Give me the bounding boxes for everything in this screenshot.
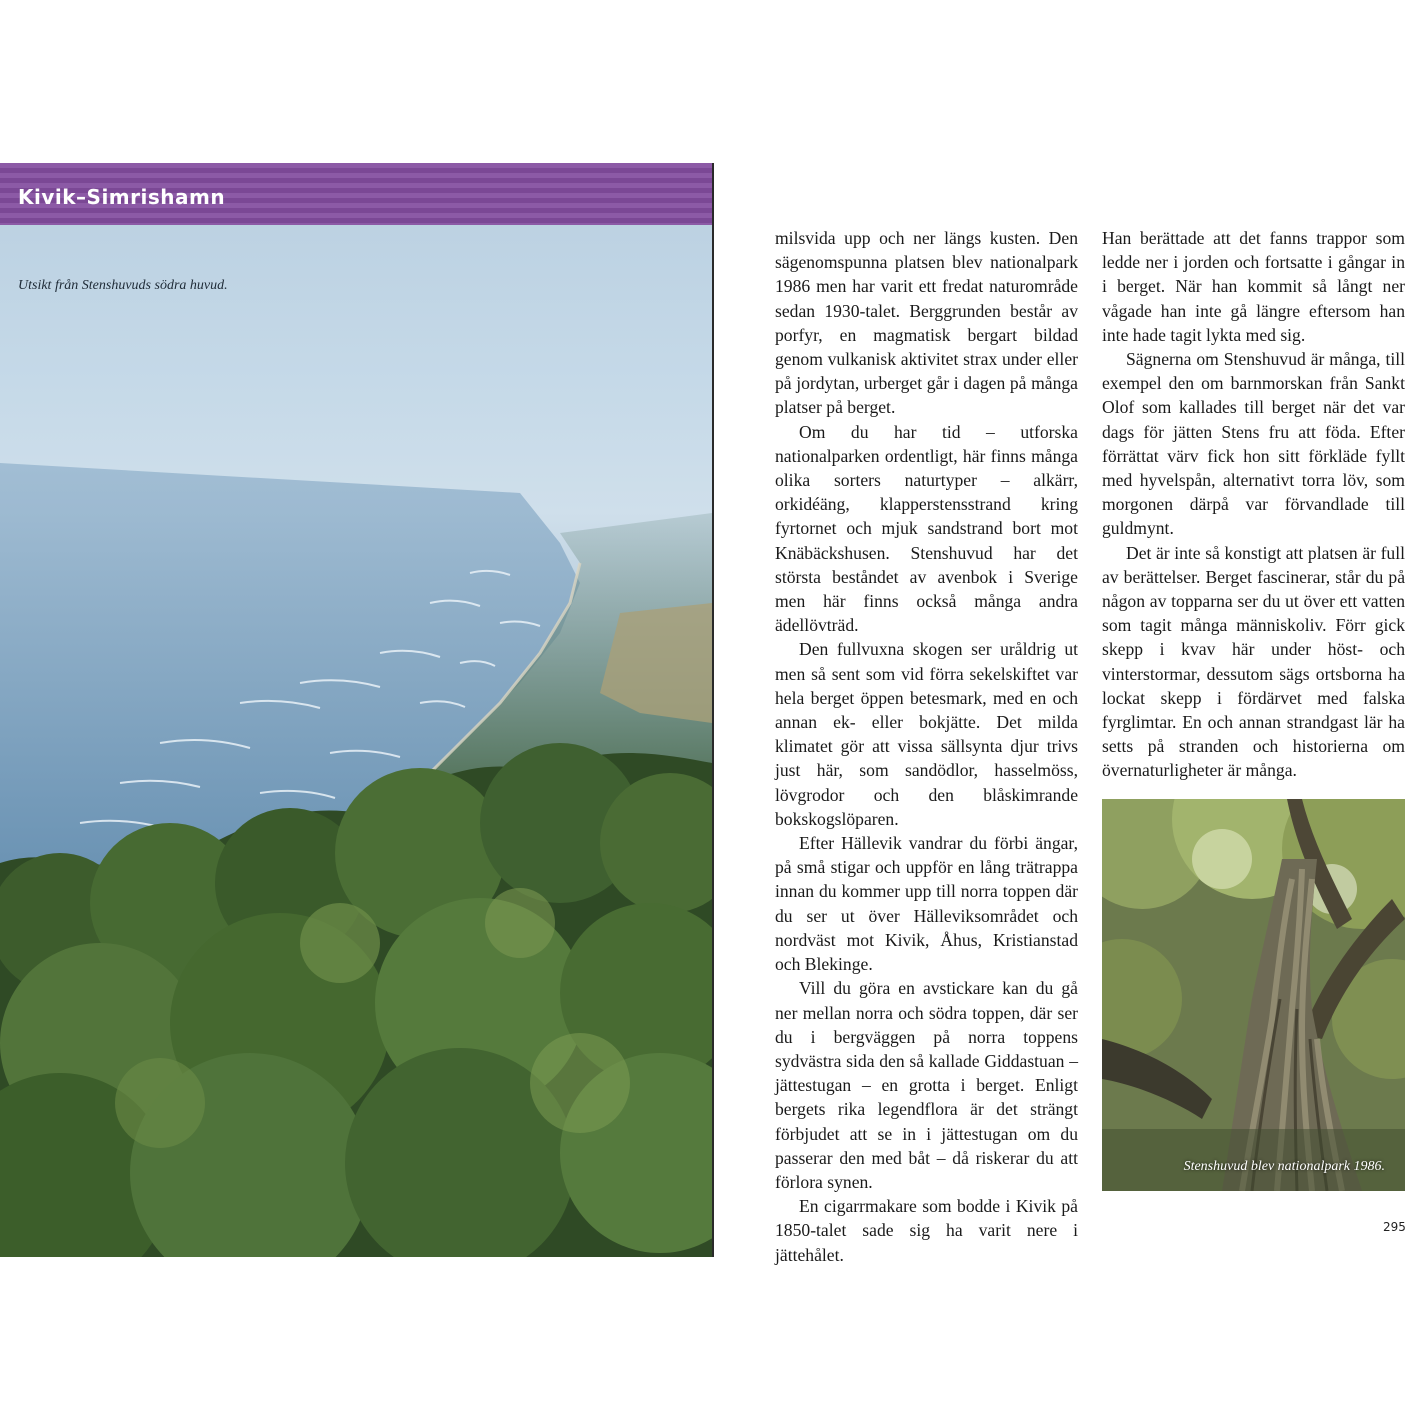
text-column-2	[1102, 226, 1405, 783]
tree-photo-caption: Stenshuvud blev nationalpark 1986.	[1183, 1159, 1385, 1174]
paragraph: Han berättade att det fanns trappor som ledde ner i jorden och fortsatte i gångar in i berget. När han kommit så långt ner vågade han inte gå längre eftersom han inte hade tagit lykta med sig.	[1102, 228, 1405, 345]
section-header-band	[0, 163, 712, 225]
tree-illustration	[1102, 799, 1405, 1191]
photo-caption: Utsikt från Stenshuvuds södra huvud.	[18, 278, 228, 293]
tree-photo	[1102, 799, 1405, 1191]
paragraph: Sägnerna om Stenshuvud är många, till exempel den om barnmorskan från Sankt Olof som kallades till berget när det var dags för jätten Stens fru att föda. Efter förrättat värv fick hon sitt förkläde fyllt med hyvelspån, alternativt torra löv, som morgonen därpå var förvandlade till guldmynt.	[1102, 349, 1405, 539]
paragraph: Efter Hällevik vandrar du förbi ängar, på små stigar och uppför en lång trätrappa innan du kommer upp till norra toppen där du ser ut över Hälleviksområdet och nordväst mot Kivik, Åhus, Kristianstad och Blekinge.	[775, 833, 1078, 975]
text-column-1	[775, 226, 1078, 1267]
section-title: Kivik–Simrishamn	[18, 185, 226, 209]
paragraph: milsvida upp och ner längs kusten. Den sägenomspunna platsen blev nationalpark 1986 men har varit ett fredat naturområde sedan 1930-talet. Berggrunden består av porfyr, en magmatisk bergart bildad genom vulkanisk aktivitet strax under eller på jordytan, urberget går i dagen på många platser på berget.	[775, 228, 1078, 418]
paragraph: Den fullvuxna skogen ser uråldrig ut men så sent som vid förra sekelskiftet var hela berget öppen betesmark, med en och annan ek- eller bokjätte. Det milda klimatet gör att vissa sällsynta djur trivs just här, som sandödlor, hasselmöss, lövgrodor och den blåskimrande bokskogslöparen.	[775, 639, 1078, 829]
paragraph: Om du har tid – utforska nationalparken ordentligt, här finns många olika sorters naturtyper – alkärr, orkidéäng, klapperstensstrand kring fyrtornet och mjuk sandstrand bort mot Knäbäckshusen. Stenshuvud har det största beståndet av avenbok i Sverige men här finns också många andra ädellövträd.	[775, 421, 1078, 636]
paragraph: En cigarrmakare som bodde i Kivik på 1850-talet sade sig ha varit nere i jättehålet.	[775, 1196, 1078, 1265]
paragraph: Det är inte så konstigt att platsen är full av berättelser. Berget fascinerar, står du på någon av topparna ser du ut över ett vatten som tagit många människoliv. Förr gick skepp i kvav här under höst- och vinterstormar, dessutom sägs ortsborna ha lockat skepp i fördärvet med falska fyrglimtar. En och annan strandgast lär ha setts på stranden och historierna om övernaturligheter är många.	[1102, 542, 1405, 781]
coastal-landscape-photo	[0, 163, 714, 1257]
coast-illustration	[0, 163, 712, 1257]
page-number: 295	[1383, 1220, 1406, 1234]
paragraph: Vill du göra en avstickare kan du gå ner mellan norra och södra toppen, där ser du i bergväggen på norra toppens sydvästra sida den så kallade Giddastuan – jättestugan – en grotta i berget. Enligt bergets rika legendflora är det strängt förbjudet att se in i jättestugan om du passerar den med båt – då riskerar du att förlora synen.	[775, 978, 1078, 1192]
